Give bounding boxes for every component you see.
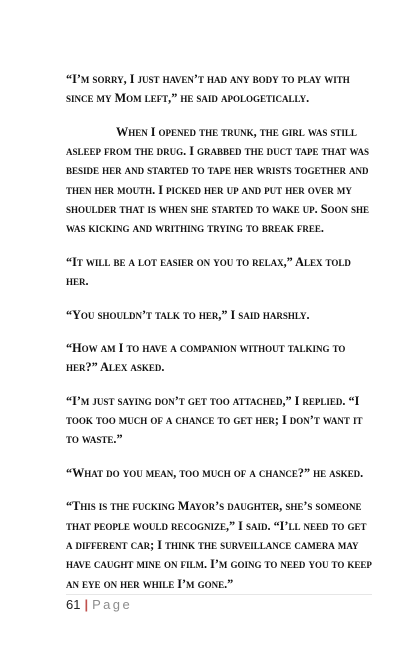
paragraph-8: “This is the fucking Mayor’s daughter, she’s someone that people would recognize,” I said. “I’ll need to get a different car; I think the surveillance camera may have caught mine on film. I’m going to need you to keep an eye on her while I’m gone.” bbox=[66, 499, 372, 591]
paragraph-4: “You shouldn’t talk to her,” I said harshly. bbox=[66, 307, 310, 322]
page-label: Page bbox=[92, 597, 133, 612]
paragraph-1: “I’m sorry, I just haven’t had any body to play with since my Mom left,” he said apologetically. bbox=[66, 72, 350, 106]
page-number: 61 bbox=[66, 597, 81, 612]
paragraph-7: “What do you mean, too much of a chance?” he asked. bbox=[66, 465, 364, 480]
page-footer bbox=[66, 596, 372, 614]
footer-separator: | bbox=[84, 597, 89, 612]
page-body-text bbox=[66, 70, 372, 608]
paragraph-6: “I’m just saying don’t get too attached,” I replied. “I took too much of a chance to get her; I don’t want it to waste.” bbox=[66, 393, 363, 447]
footer-divider bbox=[66, 594, 372, 595]
paragraph-5: “How am I to have a companion without talking to her?” Alex asked. bbox=[66, 341, 346, 375]
paragraph-3: “It will be a lot easier on you to relax,” Alex told her. bbox=[66, 254, 351, 289]
paragraph-2: When I opened the trunk, the girl was still asleep from the drug. I grabbed the duct tape that was beside her and started to tape her wrists together and then her mouth. I picked her up and put her over my shoulder that is when she started to wake up. Soon she was kicking and writhing trying to break free. bbox=[66, 124, 370, 236]
